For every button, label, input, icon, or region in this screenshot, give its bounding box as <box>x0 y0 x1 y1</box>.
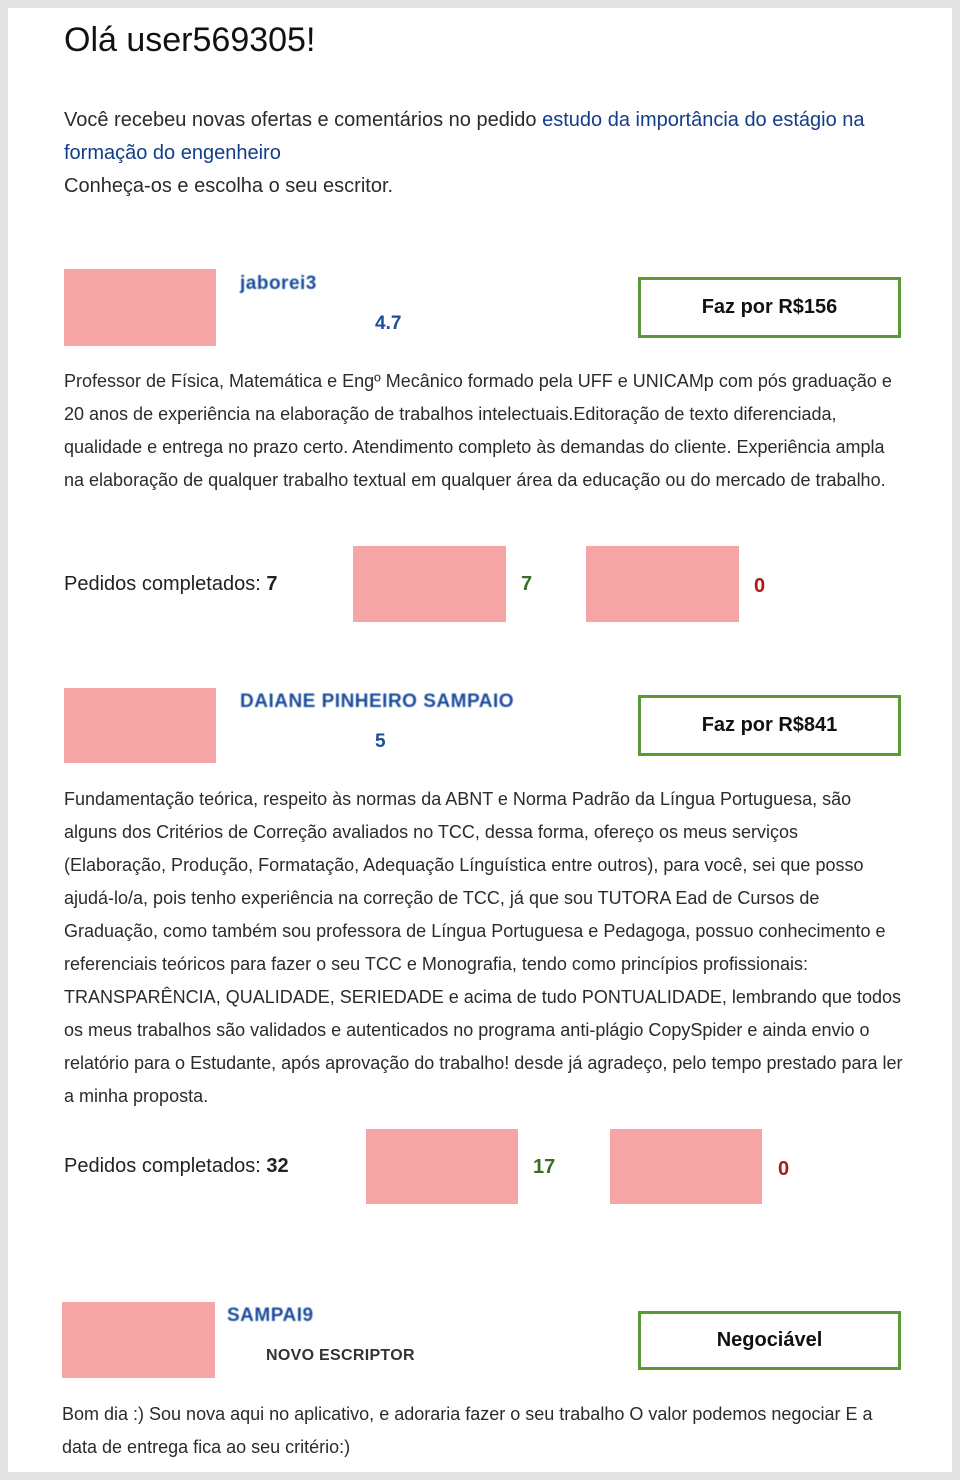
completed-orders <box>64 1155 289 1178</box>
completed-orders <box>64 573 277 596</box>
greeting-heading: Olá user569305! <box>64 21 316 59</box>
order-link[interactable]: estudo da importância do estágio na formação do engenheiro <box>64 109 865 164</box>
writer-avatar[interactable] <box>62 1302 215 1378</box>
offer-price-button[interactable]: Faz por R$841 <box>638 695 901 756</box>
negative-reviews-icon <box>586 546 739 622</box>
positive-reviews-icon <box>366 1129 518 1204</box>
completed-orders-label: Pedidos completados: <box>64 1155 267 1177</box>
writer-avatar[interactable] <box>64 688 216 763</box>
writer-rating: 5 <box>375 731 386 752</box>
offer-description: Fundamentação teórica, respeito às normas da ABNT e Norma Padrão da Língua Portuguesa, são alguns dos Critérios de Correção avaliados no TCC, dessa forma, ofereço os meus serviços (Elaboração, Produção, Formatação, Adequação Línguística entre outros), para você, sei que posso ajudá-lo/a, pois tenho experiência na correção de TCC, já que sou TUTORA Ead de Cursos de Graduação, como também sou professora de Língua Portuguesa e Pedagoga, possuo conhecimento e referenciais teóricos para fazer o seu TCC e Monografia, tendo como princípios profissionais: TRANSPARÊNCIA, QUALIDADE, SERIEDADE e acima de tudo PONTUALIDADE, lembrando que todos os meus trabalhos são validados e autenticados no programa anti-plágio CopySpider e ainda envio o relatório para o Estudante, após aprovação do trabalho! desde já agradeço, pelo tempo prestado para ler a minha proposta. <box>64 789 903 1106</box>
positive-reviews-count: 17 <box>533 1156 556 1178</box>
offer-price-button[interactable]: Faz por R$156 <box>638 277 901 338</box>
negative-reviews-count: 0 <box>778 1158 790 1180</box>
writer-rating: 4.7 <box>375 313 402 334</box>
offer-description: Bom dia :) Sou nova aqui no aplicativo, e adoraria fazer o seu trabalho O valor podemos negociar E a data de entrega fica ao seu critério:) <box>62 1404 873 1457</box>
negotiable-button[interactable]: Negociável <box>638 1311 901 1370</box>
negative-reviews-icon <box>610 1129 762 1204</box>
negative-reviews-count: 0 <box>754 575 766 597</box>
writer-name[interactable]: SAMPAI9 <box>227 1305 314 1326</box>
intro-text-before: Você recebeu novas ofertas e comentários no pedido <box>64 109 543 131</box>
completed-orders-count: 7 <box>266 573 278 595</box>
writer-name[interactable]: DAIANE PINHEIRO SAMPAIO <box>240 691 515 712</box>
intro-text <box>64 104 914 203</box>
intro-text-after: Conheça-os e escolha o seu escritor. <box>64 175 394 197</box>
new-writer-badge: NOVO ESCRIPTOR <box>266 1347 415 1364</box>
positive-reviews-icon <box>353 546 506 622</box>
completed-orders-label: Pedidos completados: <box>64 573 267 595</box>
offer-description: Professor de Física, Matemática e Engº Mecânico formado pela UFF e UNICAMp com pós graduação e 20 anos de experiência na elaboração de trabalhos intelectuais.Editoração de texto diferenciada, qualidade e entrega no prazo certo. Atendimento completo às demandas do cliente. Experiência ampla na elaboração de qualquer trabalho textual em qualquer área da educação ou do mercado de trabalho. <box>64 371 892 490</box>
writer-name[interactable]: jaborei3 <box>240 273 317 294</box>
writer-avatar[interactable] <box>64 269 216 346</box>
positive-reviews-count: 7 <box>521 573 533 595</box>
email-body <box>8 8 952 1472</box>
completed-orders-count: 32 <box>266 1155 289 1177</box>
